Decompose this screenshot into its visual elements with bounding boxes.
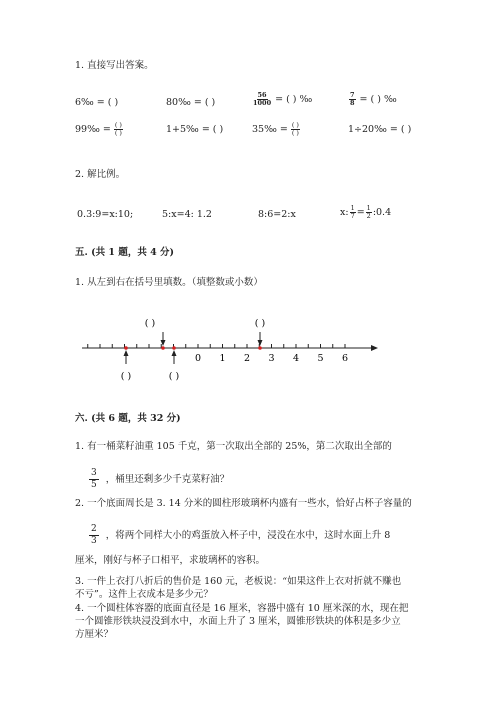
calc-item-1: 6‰ = ( ) bbox=[75, 97, 119, 108]
arrow-up-2-head bbox=[172, 350, 177, 356]
marker-point-3 bbox=[172, 346, 176, 350]
section-5-question-1: 1. 从左到右在括号里填数。（填整数或小数） bbox=[75, 277, 263, 288]
calc-item-6: 1+5‰ = ( ) bbox=[166, 124, 224, 135]
calc-item-5: 99‰ = $\frac{( )}{( )}$ bbox=[75, 121, 122, 137]
proportion-4: x: $\frac{1}{7}$ = $\frac{1}{2}$ :0.4 bbox=[340, 204, 392, 220]
tick-label-0: 0 bbox=[194, 353, 202, 364]
calc-item-2: 80‰ = ( ) bbox=[166, 97, 216, 108]
question-1-title: 1. 直接写出答案。 bbox=[75, 60, 154, 71]
marker-point-2 bbox=[161, 346, 165, 350]
tick-label-4: 4 bbox=[292, 353, 300, 364]
proportion-3: 8:6=2:x bbox=[258, 209, 296, 220]
question-2-title: 2. 解比例。 bbox=[75, 169, 126, 180]
marker-point-4 bbox=[258, 346, 262, 350]
section-6-q3-line2: 不亏”。这件上衣成本是多少元？ bbox=[75, 589, 213, 600]
section-6-heading: 六. (共 6 题，共 32 分) bbox=[75, 413, 181, 424]
section-6-q4-line2: 一个圆锥形铁块浸没到水中，水面上升了 3 厘米，圆锥形铁块的体积是多少立 bbox=[75, 616, 401, 627]
section-6-q1-line1: 1. 有一桶菜籽油重 105 千克，第一次取出全部的 25%，第二次取出全部的 bbox=[75, 441, 392, 452]
tick-label-5: 5 bbox=[317, 353, 324, 364]
blank-top-2: ( ) bbox=[254, 318, 266, 329]
section-6-q1-line2: $\frac{3}{5}$ ，桶里还剩多少千克菜籽油？ bbox=[91, 468, 230, 490]
proportion-1: 0.3:9=x:10; bbox=[77, 209, 134, 220]
blank-top-1: ( ) bbox=[144, 318, 156, 329]
blank-bottom-2: ( ) bbox=[168, 371, 180, 382]
tick-label-6: 6 bbox=[341, 353, 349, 364]
section-6-q2-line1: 2. 一个底面周长是 3. 14 分米的圆柱形玻璃杯内盛有一些水，恰好占杯子容量的 bbox=[75, 498, 412, 509]
tick-label-2: 2 bbox=[243, 353, 251, 364]
section-6-q3-line1: 3. 一件上衣打八折后的售价是 160 元，老板说：“如果这件上衣对折就不赚也 bbox=[75, 576, 402, 587]
number-line bbox=[70, 312, 390, 387]
calc-item-8: 1÷20‰ = ( ) bbox=[348, 124, 412, 135]
section-6-q2-line3: 厘米，刚好与杯子口相平，求玻璃杯的容积。 bbox=[75, 555, 266, 566]
calc-item-7: 35‰ = $\frac{( )}{( )}$ bbox=[252, 121, 299, 137]
section-6-q4-line3: 方厘米？ bbox=[75, 629, 114, 640]
proportion-2: 5:x=4: 1.2 bbox=[162, 209, 212, 220]
arrow-down-2-head bbox=[258, 340, 263, 346]
section-6-q4-line1: 4. 一个圆柱体容器的底面直径是 16 厘米，容器中盛有 10 厘米深的水，现在把 bbox=[75, 603, 409, 614]
calc-item-3: $\frac{56}{1000}$ = ( ) ‰ bbox=[253, 91, 313, 107]
arrow-up-1-head bbox=[124, 350, 129, 356]
calc-item-4: $\frac{7}{8}$ = ( ) ‰ bbox=[350, 91, 397, 107]
section-6-q2-line2: $\frac{2}{3}$ ，将两个同样大小的鸡蛋放入杯子中，浸没在水中，这时水面上升 8 bbox=[91, 524, 391, 546]
section-5-heading: 五. (共 1 题，共 4 分) bbox=[75, 247, 175, 258]
number-line-arrowhead bbox=[371, 345, 378, 351]
tick-label-1: 1 bbox=[219, 353, 226, 364]
marker-point-1 bbox=[124, 346, 128, 350]
tick-label-3: 3 bbox=[268, 353, 275, 364]
blank-bottom-1: ( ) bbox=[120, 371, 132, 382]
